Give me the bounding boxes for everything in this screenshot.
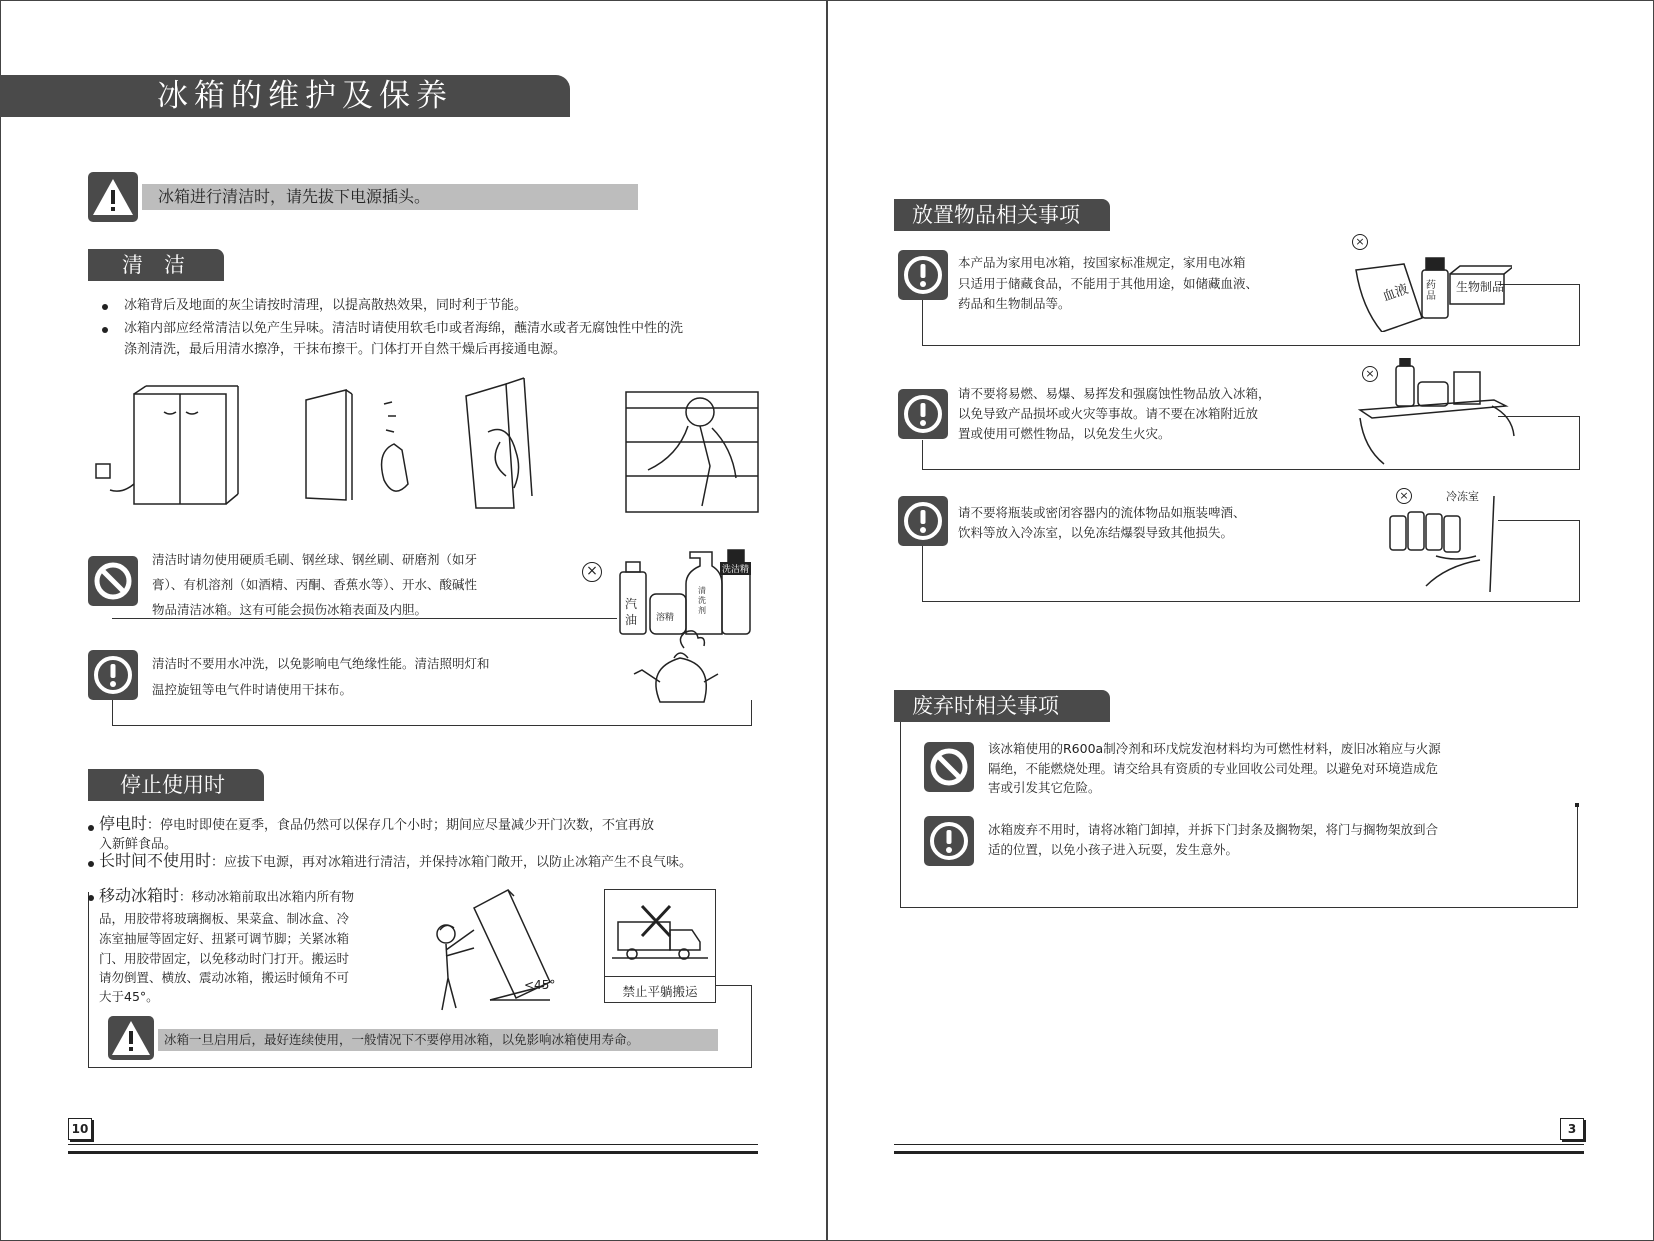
kettle-illustration — [630, 626, 730, 706]
footer-rule-right — [894, 1144, 1584, 1154]
bullet-dot — [88, 861, 94, 867]
move-line-4: 门、用胶带固定，以免移动时门打开。搬运时 — [99, 951, 350, 966]
bottle-label-cleaner: 清洗剂 — [698, 586, 706, 615]
bottle-label-solvent: 溶精 — [656, 613, 675, 623]
cleaning-illustrations — [88, 372, 778, 520]
cleaning-bullet-2-cont: 涤剂清洗，最后用清水擦净，干抹布擦干。门体打开自然干燥后再接通电源。 — [124, 342, 567, 357]
power-out-item — [99, 814, 654, 836]
section-title-disposal: 废弃时相关事项 — [894, 690, 1110, 722]
disposal-frame — [900, 722, 1578, 908]
bottle-label-detergent: 洗洁精 — [720, 562, 751, 575]
caution-line-1: 清洁时不要用水冲洗，以免影响电气绝缘性能。清洁照明灯和 — [152, 656, 490, 671]
caution-icon — [898, 496, 948, 546]
storage-item3-line-1: 请不要将瓶装或密闭容器内的流体物品如瓶装啤酒、 — [958, 505, 1246, 520]
move-label: 移动冰箱时 — [99, 886, 180, 905]
caution-icon — [898, 389, 948, 439]
power-out-label: 停电时 — [99, 814, 148, 833]
page-number-right: 3 — [1560, 1118, 1584, 1140]
storage-item2-line-1: 请不要将易燃、易爆、易挥发和强腐蚀性物品放入冰箱， — [958, 386, 1271, 401]
storage-item3-line-2: 饮料等放入冷冻室，以免冻结爆裂导致其他损失。 — [958, 525, 1234, 540]
long-unused-label: 长时间不使用时 — [99, 851, 212, 870]
forbidden-mark-icon: × — [1352, 234, 1368, 250]
forbidden-mark-icon: × — [1362, 366, 1378, 382]
bullet-dot — [102, 304, 108, 310]
prohibit-icon — [88, 556, 138, 606]
disposal-item2-line-1: 冰箱废弃不用时，请将冰箱门卸掉，并拆下门封条及搁物架，将门与搁物架放到合 — [988, 822, 1439, 837]
bullet-dot — [102, 327, 108, 333]
prohibit-line-1: 清洁时请勿使用硬质毛刷、钢丝球、钢丝刷、研磨剂（如牙 — [152, 552, 478, 567]
no-flat-connector-v — [751, 985, 752, 1067]
disposal-item1-line-1: 该冰箱使用的R600a制冷剂和环戊烷发泡材料均为可燃性材料，废旧冰箱应与火源 — [988, 741, 1441, 756]
label-medicine: 药品 — [1426, 280, 1436, 302]
flammables-tray-illustration — [1356, 358, 1516, 470]
power-out-text: ：停电时即使在夏季，食品仍然可以保存几个小时；期间应尽量减少开门次数，不宜再放 — [147, 818, 655, 833]
no-flat-connector — [716, 985, 752, 986]
page-title: 冰箱的维护及保养 — [0, 75, 570, 117]
move-line-1: ：移动冰箱前取出冰箱内所有物 — [179, 889, 355, 904]
caution-line-2: 温控旋钮等电气件时请使用干抹布。 — [152, 682, 353, 697]
move-line-6: 大于45°。 — [99, 989, 159, 1004]
label-bio-products: 生物制品 — [1456, 280, 1505, 294]
storage-item3-frame-right — [1498, 520, 1580, 602]
prohibit-line-3: 物品清洁冰箱。这有可能会损伤冰箱表面及内胆。 — [152, 602, 428, 617]
footer-rule-left — [68, 1144, 758, 1154]
prohibit-underline — [112, 618, 617, 619]
disposal-item1-line-2: 隔绝，不能燃烧处理。请交给具有资质的专业回收公司处理。以避免对环境造成危 — [988, 761, 1439, 776]
move-item — [99, 886, 354, 906]
bottle-label-gasoline: 汽油 — [625, 597, 638, 627]
no-flat-transport-truck-icon — [612, 902, 708, 964]
no-flat-transport-label: 禁止平躺搬运 — [604, 976, 716, 1000]
forbidden-mark-icon: × — [582, 562, 602, 582]
caution-icon — [898, 250, 948, 300]
prohibit-line-2: 膏）、有机溶剂（如酒精、丙酮、香蕉水等）、开水、酸碱性 — [152, 577, 478, 592]
warning-icon — [88, 172, 138, 222]
caution-icon — [88, 650, 138, 700]
storage-item1-line-1: 本产品为家用电冰箱，按国家标准规定，家用电冰箱 — [958, 255, 1246, 270]
page-number-left: 10 — [68, 1118, 92, 1140]
disposal-frame-mask — [1574, 722, 1580, 804]
move-line-5: 请勿倒置、横放、震动冰箱，搬运时倾角不可 — [99, 970, 350, 985]
long-unused-item — [99, 851, 692, 873]
bullet-dot — [88, 895, 94, 901]
unplug-warning-text: 冰箱进行清洁时，请先拔下电源插头。 — [142, 184, 638, 210]
label-blood: 血液 — [1380, 281, 1411, 305]
section-title-storage: 放置物品相关事项 — [894, 199, 1110, 231]
cleaning-bullet-1: 冰箱背后及地面的灰尘请按时清理，以提高散热效果，同时利于节能。 — [124, 298, 528, 313]
long-use-warning-text: 冰箱一旦启用后，最好连续使用，一般情况下不要停用冰箱，以免影响冰箱使用寿命。 — [158, 1029, 718, 1051]
move-line-2: 品，用胶带将玻璃搁板、果菜盒、制冰盒、冷 — [99, 911, 350, 926]
long-unused-text: ：应拔下电源，再对冰箱进行清洁，并保持冰箱门敞开，以防止冰箱产生不良气味。 — [211, 855, 693, 870]
disposal-item2-line-2: 适的位置，以免小孩子进入玩耍，发生意外。 — [988, 842, 1239, 857]
warning-icon — [108, 1016, 154, 1060]
disposal-frame-dot — [1575, 803, 1579, 807]
section-title-cleaning: 清 洁 — [88, 249, 224, 281]
cleaning-bullet-2: 冰箱内部应经常清洁以免产生异味。清洁时请使用软毛巾或者海绵，蘸清水或者无腐蚀性中性的洗 — [124, 321, 684, 336]
storage-item2-line-3: 置或使用可燃性物品，以免发生火灾。 — [958, 426, 1171, 441]
storage-item1-line-2: 只适用于储藏食品，不能用于其他用途，如储藏血液、 — [958, 276, 1259, 291]
right-page — [826, 0, 1654, 1241]
forbidden-mark-icon: × — [1396, 488, 1412, 504]
disposal-item1-line-3: 害或引发其它危险。 — [988, 780, 1101, 795]
move-line-3: 冻室抽屉等固定好、扭紧可调节脚；关紧冰箱 — [99, 931, 350, 946]
storage-item2-line-2: 以免导致产品损坏或火灾等事故。请不要在冰箱附近放 — [958, 406, 1259, 421]
section-title-stop-use: 停止使用时 — [88, 769, 264, 801]
power-out-text-cont: 入新鲜食品。 — [99, 837, 178, 852]
freezer-label: 冷冻室 — [1446, 490, 1479, 503]
bottles-freezer-illustration — [1386, 496, 1502, 592]
bullet-dot — [88, 825, 94, 831]
storage-item1-line-3: 药品和生物制品等。 — [958, 296, 1071, 311]
mover-illustration — [426, 886, 556, 1014]
tilt-angle-label: <45° — [524, 978, 556, 992]
